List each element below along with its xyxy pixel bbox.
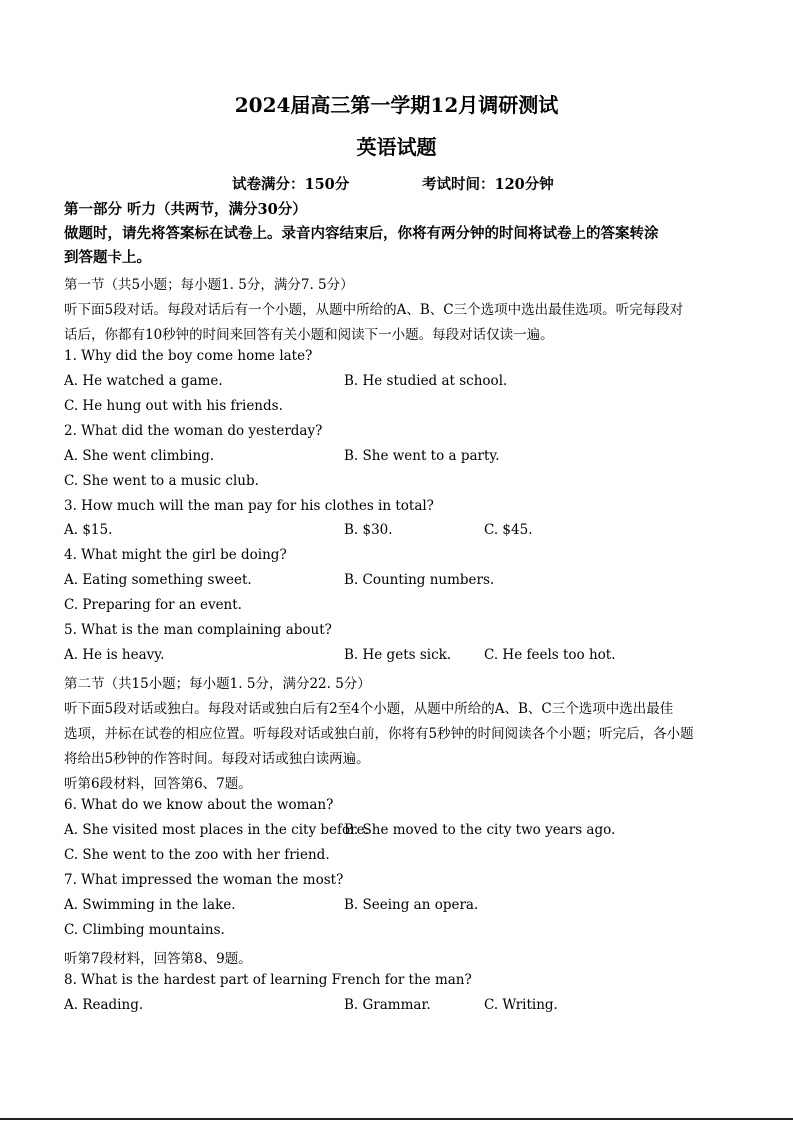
q7-option-a: A. Swimming in the lake. xyxy=(64,897,236,913)
section1-desc-2: 话后，你都有10秒钟的时间来回答有关小题和阅读下一小题。每段对话仅读一遍。 xyxy=(64,327,554,343)
q6-option-c: C. She went to the zoo with her friend. xyxy=(64,847,330,863)
q5-option-b: B. He gets sick. xyxy=(344,647,452,663)
q5-option-a: A. He is heavy. xyxy=(64,647,165,663)
q6-stem: 6. What do we know about the woman? xyxy=(64,797,334,813)
q7-stem: 7. What impressed the woman the most? xyxy=(64,872,344,888)
section2-heading: 第二节（共15小题；每小题1. 5分，满分22. 5分） xyxy=(64,676,371,692)
q7-option-c: C. Climbing mountains. xyxy=(64,922,225,938)
section2-desc-2: 选项，并标在试卷的相应位置。听每段对话或独白前，你将有5秒钟的时间阅读各个小题；听完后，各小题 xyxy=(64,726,694,742)
page-bottom-rule xyxy=(0,1118,793,1120)
q4-stem: 4. What might the girl be doing? xyxy=(64,547,287,563)
section1-heading: 第一节（共5小题；每小题1. 5分，满分7. 5分） xyxy=(64,277,354,293)
material-6-instruction: 听第6段材料，回答第6、7题。 xyxy=(64,776,252,792)
q6-option-b: B. She moved to the city two years ago. xyxy=(344,822,616,838)
q5-option-c: C. He feels too hot. xyxy=(484,647,616,663)
q4-option-b: B. Counting numbers. xyxy=(344,572,495,588)
q2-option-a: A. She went climbing. xyxy=(64,448,215,464)
q8-option-a: A. Reading. xyxy=(64,997,144,1013)
q6-option-a: A. She visited most places in the city before. xyxy=(64,822,369,838)
q7-option-b: B. Seeing an opera. xyxy=(344,897,479,913)
q1-option-a: A. He watched a game. xyxy=(64,373,223,389)
exam-time: 考试时间：120分钟 xyxy=(422,176,554,193)
full-score: 试卷满分：150分 xyxy=(232,176,350,193)
exam-title: 2024届高三第一学期12月调研测试 xyxy=(234,93,559,117)
q3-option-a: A. $15. xyxy=(64,522,113,538)
q5-stem: 5. What is the man complaining about? xyxy=(64,622,332,638)
q2-stem: 2. What did the woman do yesterday? xyxy=(64,423,323,439)
q3-stem: 3. How much will the man pay for his clothes in total? xyxy=(64,498,434,514)
q2-option-c: C. She went to a music club. xyxy=(64,473,259,489)
q8-stem: 8. What is the hardest part of learning French for the man? xyxy=(64,972,472,988)
part1-instruction-2: 到答题卡上。 xyxy=(64,249,151,266)
q3-option-b: B. $30. xyxy=(344,522,393,538)
q2-option-b: B. She went to a party. xyxy=(344,448,500,464)
material-7-instruction: 听第7段材料，回答第8、9题。 xyxy=(64,951,252,967)
q8-option-c: C. Writing. xyxy=(484,997,558,1013)
q1-option-c: C. He hung out with his friends. xyxy=(64,398,283,414)
section1-desc-1: 听下面5段对话。每段对话后有一个小题，从题中所给的A、B、C三个选项中选出最佳选项。听完每段对 xyxy=(64,302,684,318)
q3-option-c: C. $45. xyxy=(484,522,533,538)
exam-subject: 英语试题 xyxy=(356,135,437,159)
section2-desc-1: 听下面5段对话或独白。每段对话或独白后有2至4个小题，从题中所给的A、B、C三个选项中选出最佳 xyxy=(64,701,674,717)
q1-option-b: B. He studied at school. xyxy=(344,373,508,389)
q1-stem: 1. Why did the boy come home late? xyxy=(64,348,313,364)
q4-option-a: A. Eating something sweet. xyxy=(64,572,252,588)
q4-option-c: C. Preparing for an event. xyxy=(64,597,242,613)
section2-desc-3: 将给出5秒钟的作答时间。每段对话或独白读两遍。 xyxy=(64,751,370,767)
part1-instruction-1: 做题时，请先将答案标在试卷上。录音内容结束后，你将有两分钟的时间将试卷上的答案转涂 xyxy=(64,225,659,242)
part1-heading: 第一部分 听力（共两节，满分30分） xyxy=(64,201,307,218)
q8-option-b: B. Grammar. xyxy=(344,997,431,1013)
